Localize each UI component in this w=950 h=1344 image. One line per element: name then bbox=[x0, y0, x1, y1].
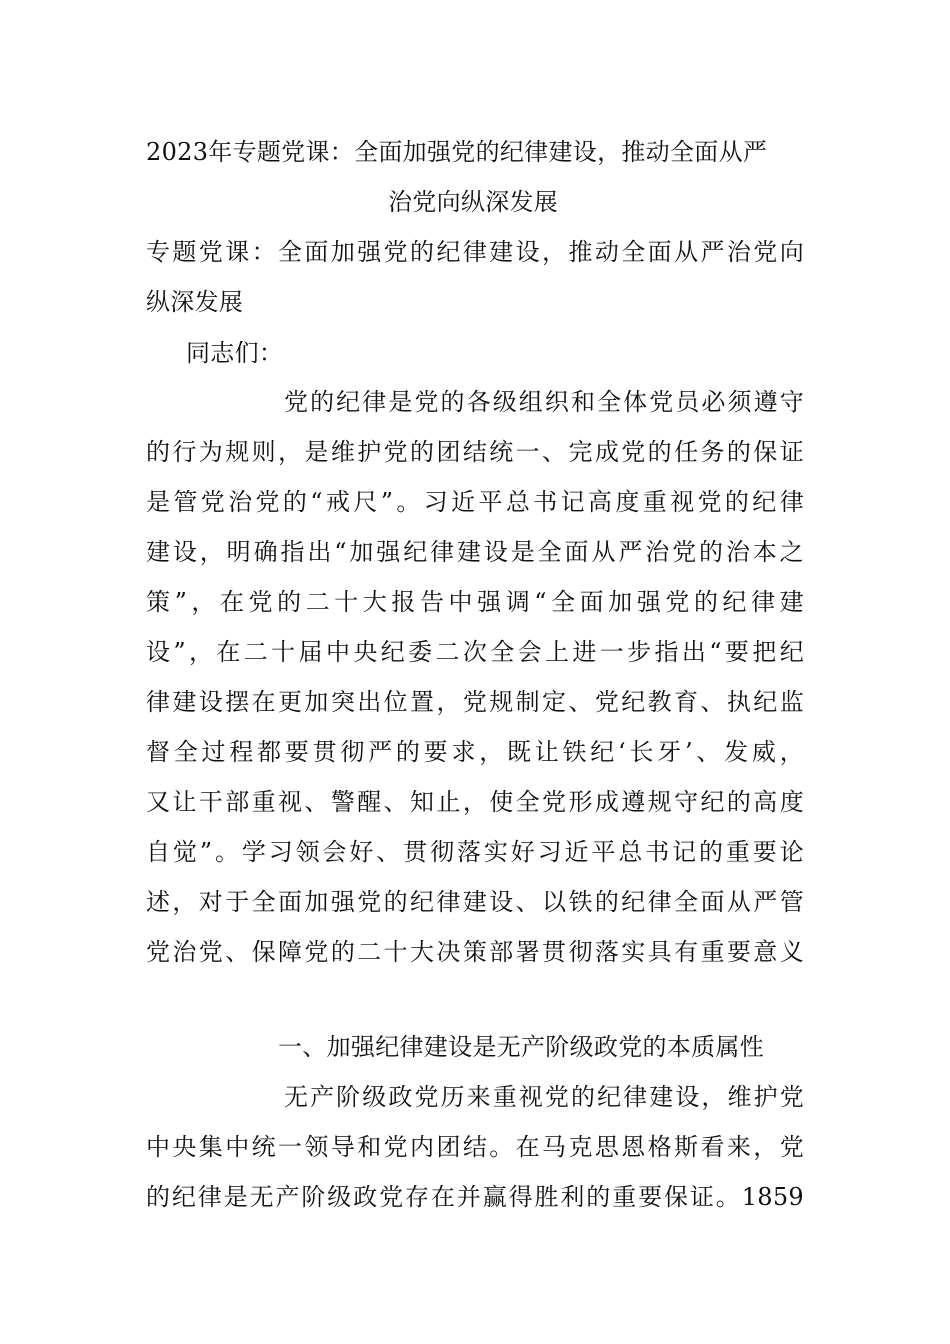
paragraph-1-line: 述，对于全面加强党的纪律建设、以铁的纪律全面从严管 bbox=[146, 888, 804, 916]
document-title-line-2: 治党向纵深发展 bbox=[388, 188, 559, 216]
paragraph-1-line: 党治党、保障党的二十大决策部署贯彻落实具有重要意义 bbox=[146, 938, 804, 966]
paragraph-1-line: 律建设摆在更加突出位置，党规制定、党纪教育、执纪监 bbox=[146, 688, 804, 716]
paragraph-1-line: 自觉”。学习领会好、贯彻落实好习近平总书记的重要论 bbox=[146, 838, 804, 866]
document-subtitle-line-1: 专题党课：全面加强党的纪律建设，推动全面从严治党向 bbox=[146, 238, 804, 266]
document-subtitle-line-2: 纵深发展 bbox=[146, 288, 244, 316]
paragraph-1-line: 是管党治党的“戒尺”。习近平总书记高度重视党的纪律 bbox=[146, 488, 804, 516]
salutation: 同志们： bbox=[186, 339, 284, 367]
paragraph-1-line: 又让干部重视、警醒、知止，使全党形成遵规守纪的高度 bbox=[146, 788, 804, 816]
paragraph-1-line: 的行为规则，是维护党的团结统一、完成党的任务的保证 bbox=[146, 438, 804, 466]
section-1-heading: 一、加强纪律建设是无产阶级政党的本质属性 bbox=[278, 1033, 764, 1061]
paragraph-1-line: 策”，在党的二十大报告中强调“全面加强党的纪律建 bbox=[146, 588, 804, 616]
paragraph-2-line: 中央集中统一领导和党内团结。在马克思恩格斯看来，党 bbox=[146, 1133, 804, 1161]
paragraph-2-line: 无产阶级政党历来重视党的纪律建设，维护党 bbox=[284, 1083, 804, 1111]
paragraph-1-line: 党的纪律是党的各级组织和全体党员必须遵守 bbox=[284, 388, 804, 416]
paragraph-2-line: 的纪律是无产阶级政党存在并赢得胜利的重要保证。1859 bbox=[146, 1183, 804, 1211]
document-title-line-1: 2023年专题党课：全面加强党的纪律建设，推动全面从严 bbox=[146, 138, 768, 166]
paragraph-1-line: 建设，明确指出“加强纪律建设是全面从严治党的治本之 bbox=[146, 538, 804, 566]
paragraph-1-line: 设”，在二十届中央纪委二次全会上进一步指出“要把纪 bbox=[146, 638, 804, 666]
paragraph-1-line: 督全过程都要贯彻严的要求，既让铁纪‘长牙’、发威， bbox=[146, 738, 804, 766]
